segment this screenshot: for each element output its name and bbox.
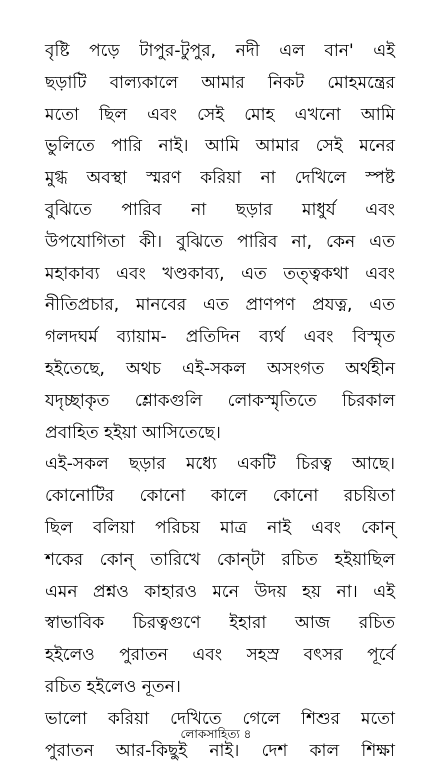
text-line: ভুলিতে পারি নাই। আমি আমার সেই মনের xyxy=(45,136,395,157)
text-line: ছড়াটি বাল্যকালে আমার নিকট মোহমন্ত্রের xyxy=(45,72,395,93)
text-line: শকের কোন্‌ তারিখে কোন্‌টা রচিত হইয়াছিল xyxy=(45,549,395,570)
text-line: স্বাভাবিক চিরত্বগুণে ইহারা আজ রচিত xyxy=(45,613,395,634)
text-line: হইলেও পুরাতন এবং সহস্র বৎসর পূর্বে xyxy=(45,645,395,666)
text-line: মহাকাব্য এবং খণ্ডকাব্য, এত তত্ত্বকথা এবং xyxy=(45,263,395,284)
body-text xyxy=(45,36,395,767)
text-line: হইতেছে, অথচ এই-সকল অসংগত অর্থহীন xyxy=(45,358,395,379)
text-line: উপযোগিতা কী। বুঝিতে পারিব না, কেন এত xyxy=(45,231,395,252)
text-line: রচিত হইলেও নূতন। xyxy=(45,676,181,697)
text-line: মতো ছিল এবং সেই মোহ এখনো আমি xyxy=(45,104,395,125)
text-line: কোনোটির কোনো কালে কোনো রচয়িতা xyxy=(45,486,395,507)
text-line: ভালো করিয়া দেখিতে গেলে শিশুর মতো xyxy=(45,708,395,729)
text-line: বুঝিতে পারিব না ছড়ার মাধুর্য এবং xyxy=(45,199,395,220)
text-line: পুরাতন আর-কিছুই নাই। দেশ কাল শিক্ষা xyxy=(45,740,395,761)
text-line: প্রবাহিত হইয়া আসিতেছে। xyxy=(45,422,221,443)
text-line: গলদঘর্ম ব্যায়াম- প্রতিদিন ব্যর্থ এবং বিস্মৃত xyxy=(45,327,395,348)
text-line: মুগ্ধ অবস্থা স্মরণ করিয়া না দেখিলে স্পষ্ট xyxy=(45,168,395,189)
page-footer: লোকসাহিত্য ৪ xyxy=(180,727,252,741)
text-line: ছিল বলিয়া পরিচয় মাত্র নাই এবং কোন্‌ xyxy=(45,517,395,538)
text-line: এমন প্রশ্নও কাহারও মনে উদয় হয় না। এই xyxy=(45,581,395,602)
text-line: নীতিপ্রচার, মানবের এত প্রাণপণ প্রযত্ন, এত xyxy=(45,295,395,316)
text-line: যদৃচ্ছাকৃত শ্লোকগুলি লোকস্মৃতিতে চিরকাল xyxy=(45,390,395,411)
text-line: বৃষ্টি পড়ে টাপুর-টুপুর, নদী এল বান' এই xyxy=(45,41,395,61)
text-line: এই-সকল ছড়ার মধ্যে একটি চিরত্ব আছে। xyxy=(45,454,395,475)
